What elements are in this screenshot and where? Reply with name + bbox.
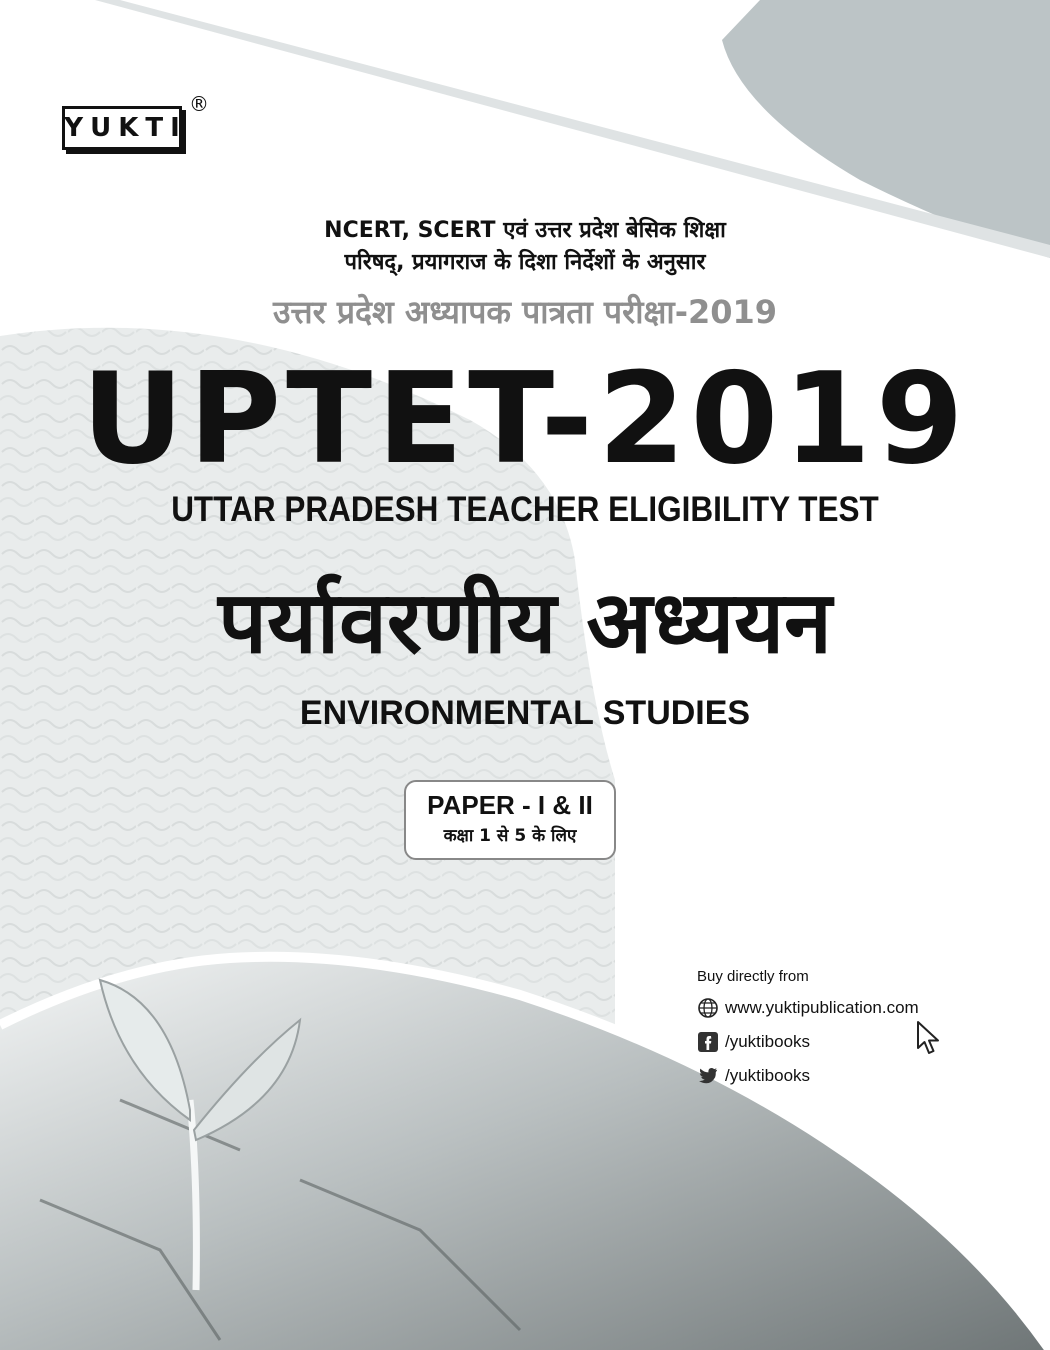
website-row[interactable] [697, 997, 919, 1019]
paper-label: PAPER - I & II [427, 790, 593, 820]
twitter-link[interactable]: /yuktibooks [725, 1066, 811, 1085]
buy-title: Buy directly from [697, 968, 809, 985]
authority-line-2: परिषद्, प्रयागराज के दिशा निर्देशों के अनुसार [344, 250, 706, 275]
exam-full-name: UTTAR PRADESH TEACHER ELIGIBILITY TEST [171, 490, 879, 529]
twitter-row[interactable] [697, 1065, 919, 1087]
twitter-icon [697, 1065, 719, 1087]
paper-class: कक्षा 1 से 5 के लिए [443, 826, 577, 846]
facebook-row[interactable] [697, 1031, 919, 1053]
subject-hindi: पर्यावरणीय अध्ययन [218, 572, 832, 673]
facebook-link[interactable]: /yuktibooks [725, 1032, 811, 1051]
authority-line-1: NCERT, SCERT एवं उत्तर प्रदेश बेसिक शिक्षा [324, 218, 726, 243]
globe-icon [697, 997, 719, 1019]
facebook-icon [697, 1031, 719, 1053]
website-link[interactable]: www.yuktipublication.com [725, 998, 919, 1017]
cursor-icon [916, 1020, 942, 1056]
paper-badge [404, 780, 616, 860]
publisher-logo [62, 106, 187, 150]
exam-title: UPTET-2019 [81, 345, 969, 492]
subject-english: ENVIRONMENTAL STUDIES [299, 694, 751, 732]
buy-info [697, 968, 919, 1087]
logo-text: YUKTI [64, 113, 187, 143]
exam-hindi-title: उत्तर प्रदेश अध्यापक पात्रता परीक्षा-2019 [272, 293, 778, 331]
registered-mark: ® [189, 92, 209, 116]
